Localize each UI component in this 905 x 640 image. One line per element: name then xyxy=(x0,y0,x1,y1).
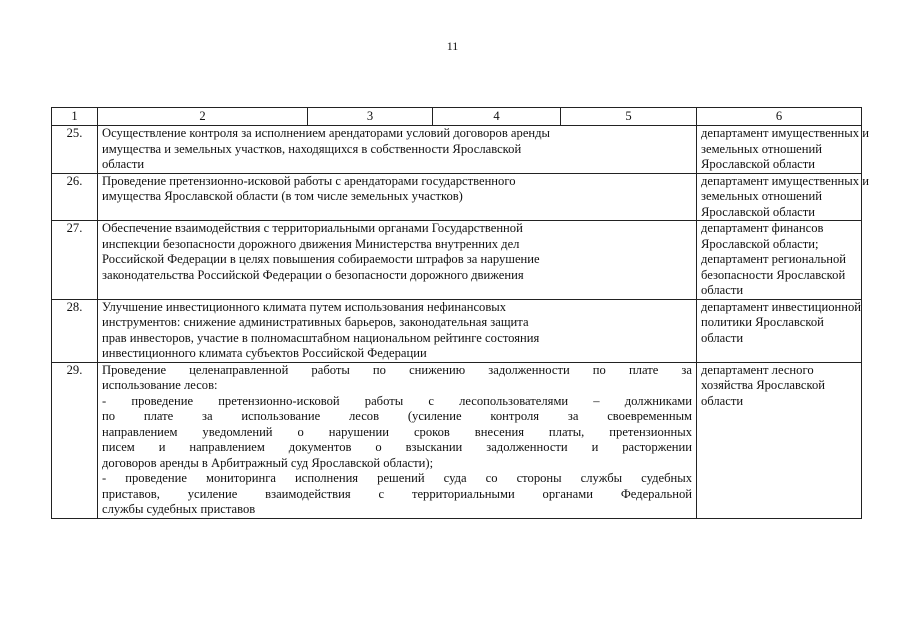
responsible-line: департамент инвестиционной xyxy=(701,299,862,314)
description-line: Улучшение инвестиционного климата путем использования нефинансовых xyxy=(102,299,507,314)
responsible-line: хозяйства Ярославской xyxy=(701,378,825,392)
responsible-line: земельных отношений xyxy=(701,189,822,203)
description-line: службы судебных приставов xyxy=(102,502,256,516)
description-line: области xyxy=(102,157,145,171)
responsible-line: департамент имущественных и xyxy=(701,173,869,188)
column-header-4: 4 xyxy=(433,108,561,126)
table-row xyxy=(52,126,862,174)
description-line: направлением уведомлений о нарушении сроков внесения платы, претензионных xyxy=(102,424,692,439)
column-header-6: 6 xyxy=(697,108,862,126)
responsible-line: Ярославской области; xyxy=(701,236,819,251)
description-line: инвестиционного климата субъектов Российской Федерации xyxy=(102,346,427,360)
measure-description xyxy=(98,221,697,300)
description-line: использование лесов: xyxy=(102,378,218,392)
table-row xyxy=(52,299,862,362)
measure-description xyxy=(98,126,697,174)
row-number: 29. xyxy=(52,362,98,518)
responsible-line: области xyxy=(701,393,744,408)
table-header-row xyxy=(52,108,862,126)
table-row xyxy=(52,221,862,300)
description-line: по плате за использование лесов (усиление контроля за своевременным xyxy=(102,409,692,423)
column-header-2: 2 xyxy=(98,108,308,126)
responsible-line: департамент лесного xyxy=(701,362,814,377)
responsible-line: безопасности Ярославской xyxy=(701,267,846,282)
responsible-department xyxy=(697,362,862,518)
measure-description xyxy=(98,173,697,221)
responsible-line: политики Ярославской xyxy=(701,315,824,329)
row-number: 26. xyxy=(52,173,98,221)
responsible-line: Ярославской области xyxy=(701,157,815,171)
row-number: 28. xyxy=(52,299,98,362)
responsible-line: департамент региональной xyxy=(701,252,846,266)
responsible-line: области xyxy=(701,330,744,345)
description-line: Осуществление контроля за исполнением арендаторами условий договоров аренды xyxy=(102,126,551,140)
description-line: приставов, усиление взаимодействия с территориальными органами Федеральной xyxy=(102,486,692,501)
measure-description xyxy=(98,362,697,518)
responsible-department xyxy=(697,126,869,174)
column-header-1: 1 xyxy=(52,108,98,126)
table-row xyxy=(52,362,862,518)
responsible-line: земельных отношений xyxy=(701,141,822,156)
measure-description xyxy=(98,299,697,362)
description-line: Проведение претензионно-исковой работы с арендаторами государственного xyxy=(102,173,516,188)
row-number: 25. xyxy=(52,126,98,174)
description-line: писем и направлением документов о взыскании задолженности и расторжении xyxy=(102,440,692,454)
responsible-line: департамент финансов xyxy=(701,221,824,235)
description-line: прав инвесторов, участие в полномасштабном национальном рейтинге состояния xyxy=(102,330,540,345)
responsible-line: Ярославской области xyxy=(701,204,815,219)
responsible-line: области xyxy=(701,283,744,297)
responsible-line: департамент имущественных и xyxy=(701,126,869,140)
description-line: инструментов: снижение административных барьеров, законодательная защита xyxy=(102,315,529,329)
responsible-department xyxy=(697,221,862,300)
description-line: договоров аренды в Арбитражный суд Ярославской области); xyxy=(102,455,434,470)
column-header-5: 5 xyxy=(561,108,697,126)
description-line: - проведение мониторинга исполнения решений суда со стороны службы судебных xyxy=(102,471,692,485)
description-line: - проведение претензионно-исковой работы с лесопользователями – должниками xyxy=(102,393,692,408)
responsible-department xyxy=(697,173,869,221)
responsible-department xyxy=(697,299,862,362)
table-row xyxy=(52,173,862,221)
description-line: Проведение целенаправленной работы по снижению задолженности по плате за xyxy=(102,362,692,377)
description-line: имущества Ярославской области (в том числе земельных участков) xyxy=(102,189,463,203)
description-line: имущества и земельных участков, находящихся в собственности Ярославской xyxy=(102,141,522,156)
description-line: инспекции безопасности дорожного движения Министерства внутренних дел xyxy=(102,236,520,251)
measures-table xyxy=(51,107,869,519)
page-number: 11 xyxy=(446,39,459,53)
description-line: Российской Федерации в целях повышения собираемости штрафов за нарушение xyxy=(102,252,540,266)
description-line: законодательства Российской Федерации о безопасности дорожного движения xyxy=(102,267,524,282)
column-header-3: 3 xyxy=(308,108,433,126)
description-line: Обеспечение взаимодействия с территориальными органами Государственной xyxy=(102,221,523,235)
row-number: 27. xyxy=(52,221,98,300)
